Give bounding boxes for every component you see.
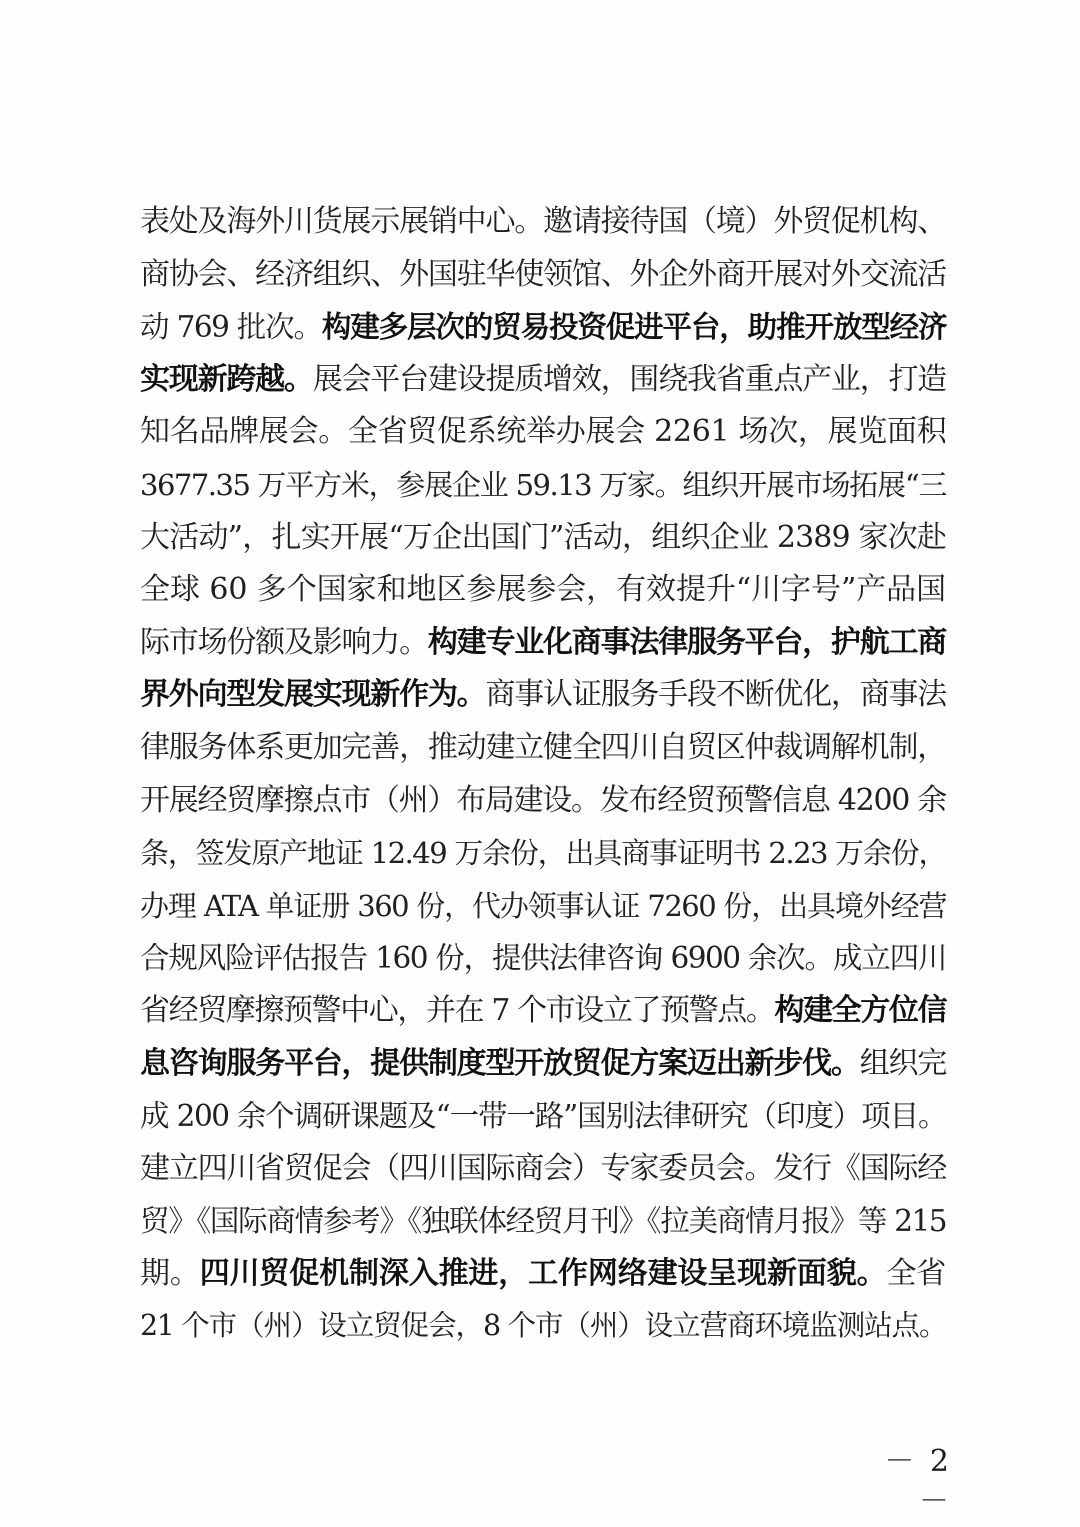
body-text: 律服务体系更加完善，推动建立健全四川自贸区仲裁调解机制， bbox=[140, 729, 946, 765]
text-line bbox=[140, 301, 946, 354]
bold-heading-text: 构建全方位信 bbox=[774, 992, 946, 1028]
text-line bbox=[140, 564, 946, 617]
body-text: 开展经贸摩擦点市（州）布局建设。发布经贸预警信息 4200 余 bbox=[140, 782, 946, 818]
text-line bbox=[140, 512, 946, 565]
bold-heading-text: 构建专业化商事法律服务平台，护航工商 bbox=[427, 624, 946, 660]
text-line bbox=[140, 1038, 946, 1091]
text-line bbox=[140, 985, 946, 1038]
body-text: 全球 60 多个国家和地区参展参会，有效提升“川字号”产品国 bbox=[140, 572, 946, 608]
body-text: 合规风险评估报告 160 份，提供法律咨询 6900 余次。成立四川 bbox=[140, 941, 946, 976]
body-text: 成 200 余个调研课题及“一带一路”国别法律研究（印度）项目。 bbox=[140, 1099, 946, 1134]
text-line bbox=[140, 249, 946, 302]
page-number: － 2 － bbox=[884, 1444, 952, 1519]
body-text: 3677.35 万平方米，参展企业 59.13 万家。组织开展市场拓展“三 bbox=[140, 467, 946, 502]
body-text: 21 个市（州）设立贸促会，8 个市（州）设立营商环境监测站点。 bbox=[140, 1309, 946, 1343]
bold-heading-text: 实现新跨越。 bbox=[140, 361, 313, 397]
bold-heading-text: 四川贸促机制深入推进，工作网络建设呈现新面貌。 bbox=[199, 1255, 887, 1291]
text-line bbox=[140, 196, 946, 249]
bold-heading-text: 息咨询服务平台，提供制度型开放贸促方案迈出新步伐。 bbox=[140, 1045, 860, 1081]
body-text: 际市场份额及影响力。 bbox=[140, 624, 428, 660]
text-line bbox=[140, 459, 946, 512]
text-line bbox=[140, 1300, 946, 1353]
body-text: 展会平台建设提质增效，围绕我省重点产业，打造 bbox=[312, 361, 946, 397]
bold-heading-text: 界外向型发展实现新作为。 bbox=[140, 677, 486, 713]
text-line bbox=[140, 775, 946, 828]
body-text: 办理 ATA 单证册 360 份，代办领事认证 7260 份，出具境外经营 bbox=[140, 888, 946, 923]
text-line bbox=[140, 880, 946, 933]
body-text: 动 769 批次。 bbox=[140, 310, 322, 345]
text-line bbox=[140, 827, 946, 880]
body-text: 期。 bbox=[140, 1255, 200, 1291]
body-text: 商协会、经济组织、外国驻华使领馆、外企外商开展对外交流活 bbox=[140, 256, 946, 292]
body-text: 全省 bbox=[886, 1255, 946, 1291]
body-text: 知名品牌展会。全省贸促系统举办展会 2261 场次，展览面积 bbox=[140, 414, 947, 450]
text-line bbox=[140, 669, 946, 722]
body-text: 大活动”，扎实开展“万企出国门”活动，组织企业 2389 家次赴 bbox=[140, 519, 946, 555]
text-line bbox=[140, 932, 946, 985]
text-line bbox=[140, 1195, 946, 1248]
body-text: 建立四川省贸促会（四川国际商会）专家委员会。发行《国际经 bbox=[140, 1150, 946, 1186]
body-text: 商事认证服务手段不断优化，商事法 bbox=[485, 677, 946, 713]
text-line bbox=[140, 617, 946, 670]
body-text: 省经贸摩擦预警中心，并在 7 个市设立了预警点。 bbox=[140, 992, 775, 1028]
text-line bbox=[140, 354, 946, 407]
text-line bbox=[140, 1248, 946, 1301]
text-line bbox=[140, 1143, 946, 1196]
text-line bbox=[140, 722, 946, 775]
body-paragraph bbox=[140, 196, 946, 1353]
body-text: 贸》《国际商情参考》《独联体经贸月刊》《拉美商情月报》等 215 bbox=[140, 1204, 946, 1239]
bold-heading-text: 构建多层次的贸易投资促进平台，助推开放型经济 bbox=[321, 309, 946, 345]
body-text: 组织完 bbox=[859, 1045, 946, 1081]
body-text: 条，签发原产地证 12.49 万余份，出具商事证明书 2.23 万余份， bbox=[140, 836, 946, 871]
body-text: 表处及海外川货展示展销中心。邀请接待国（境）外贸促机构、 bbox=[140, 204, 946, 239]
text-line bbox=[140, 406, 946, 459]
text-line bbox=[140, 1090, 946, 1143]
